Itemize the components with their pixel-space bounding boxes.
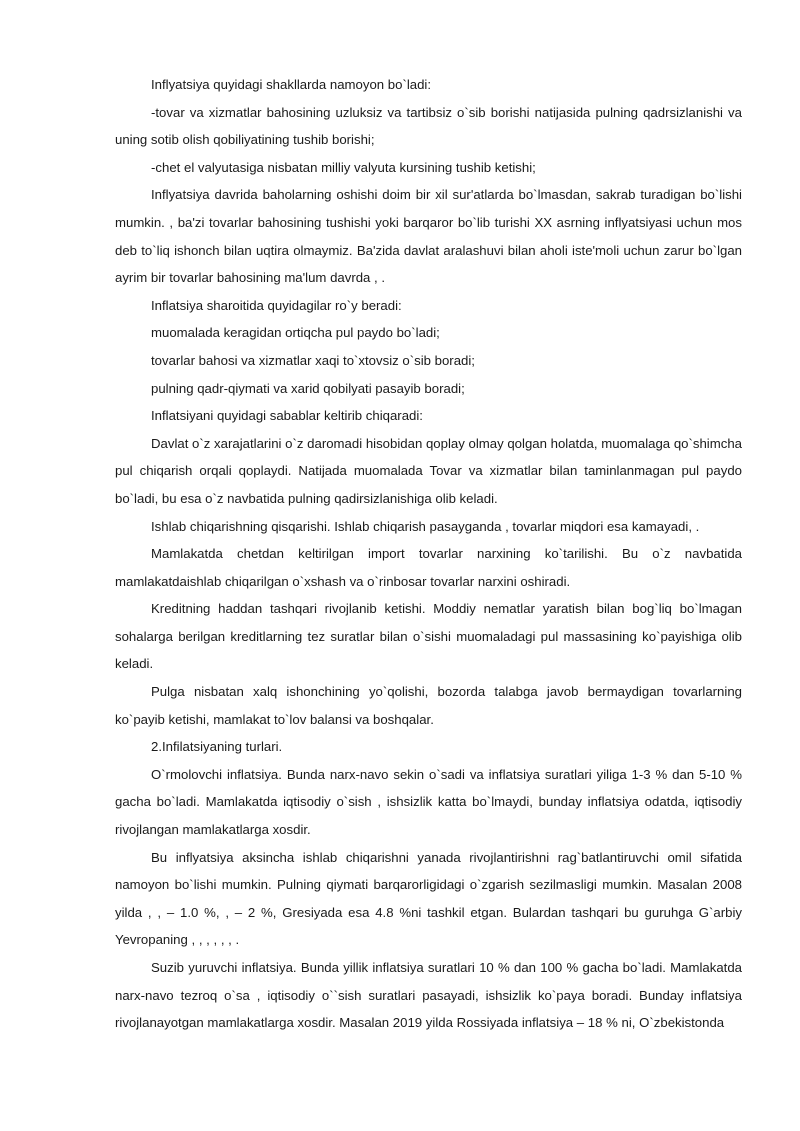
paragraph: Pulga nisbatan xalq ishonchining yo`qolishi, bozorda talabga javob bermaydigan tovarlarning ko`payib ketishi, mamlakat to`lov balansi va boshqalar. xyxy=(115,684,742,727)
paragraph: Suzib yuruvchi inflatsiya. Bunda yillik inflatsiya suratlari 10 % dan 100 % gacha bo`ladi. Mamlakatda narx-navo tezroq o`sa , iqtisodiy o``sish suratlari pasayadi, ishsizlik ko`paya boradi. Bunday inflatsiya rivojlanayotgan mamlakatlarga xosdir. Masalan 2019 yilda Rossiyada inflatsiya – 18 % ni, O`zbekistonda xyxy=(115,960,742,1031)
paragraph: Ishlab chiqarishning qisqarishi. Ishlab chiqarish pasayganda , tovarlar miqdori esa kamayadi, . xyxy=(151,518,700,534)
paragraph: Kreditning haddan tashqari rivojlanib ketishi. Moddiy nematlar yaratish bilan bog`liq bo`lmagan sohalarga berilgan kreditlarning tez suratlar bilan o`sishi muomaladagi pul massasining ko`payishiga olib keladi. xyxy=(115,601,742,672)
paragraph-list-item: -tovar va xizmatlar bahosining uzluksiz va tartibsiz o`sib borishi natijasida pulning qadrsizlanishi va uning sotib olish qobiliyatining tushib borishi; xyxy=(115,104,742,148)
paragraph: O`rmolovchi inflatsiya. Bunda narx-navo sekin o`sadi va inflatsiya suratlari yiliga 1-3 % dan 5-10 % gacha bo`ladi. Mamlakatda iqtisodiy o`sish , ishsizlik katta bo`lmaydi, bunday inflatsiya odatda, iqtisodiy rivojlangan mamlakatlarga xosdir. xyxy=(115,766,742,838)
paragraph-list-item: pulning qadr-qiymati va xarid qobilyati pasayib boradi; xyxy=(151,380,465,396)
paragraph: Davlat o`z xarajatlarini o`z daromadi hisobidan qoplay olmay qolgan holatda, muomalaga qo`shimcha pul chiqarish orqali qoplaydi. Natijada muomalada Tovar va xizmatlar bilan taminlanmagan pul paydo bo`ladi, bu esa o`z navbatida pulning qadirsizlanishiga olib keladi. xyxy=(115,435,742,506)
paragraph-heading: Inflatsiya sharoitida quyidagilar ro`y beradi: xyxy=(151,297,402,313)
paragraph-intro: Inflyatsiya quyidagi shakllarda namoyon bo`ladi: xyxy=(151,77,432,92)
section-heading: 2.Infilatsiyaning turlari. xyxy=(151,739,283,755)
paragraph-heading: Inflatsiyani quyidagi sabablar keltirib chiqaradi: xyxy=(151,408,423,424)
paragraph: Inflyatsiya davrida baholarning oshishi doim bir xil sur'atlarda bo`lmasdan, sakrab turadigan bo`lishi mumkin. , ba'zi tovarlar bahosining tushishi yoki barqaror bo`lib turishi XX asrning inflyatsiyasi uchun mos deb to`liq ishonch bilan uqtira olmaymiz. Ba'zida davlat aralashuvi bilan aholi iste'moli uchun zarur bo`lgan ayrim bir tovarlar bahosining ma'lum davrda , . xyxy=(115,187,742,286)
paragraph: Mamlakatda chetdan keltirilgan import tovarlar narxining ko`tarilishi. Bu o`z navbatida mamlakatdaishlab chiqarilgan o`xshash va o`rinbosar tovarlar narxini oshiradi. xyxy=(115,546,742,589)
paragraph-list-item: muomalada keragidan ortiqcha pul paydo bo`ladi; xyxy=(151,325,440,341)
document-body xyxy=(115,71,742,1037)
paragraph: Bu inflyatsiya aksincha ishlab chiqarishni yanada rivojlantirishni rag`batlantiruvchi omil sifatida namoyon bo`lishi mumkin. Pulning qiymati barqarorligidagi o`zgarish sezilmasligi mumkin. Masalan 2008 yilda , , – 1.0 %, , – 2 %, Gresiyada esa 4.8 %ni tashkil etgan. Bulardan tashqari bu guruhga G`arbiy Yevropaning , , , , , , . xyxy=(115,849,742,948)
paragraph-list-item: tovarlar bahosi va xizmatlar xaqi to`xtovsiz o`sib boradi; xyxy=(151,352,475,368)
paragraph-list-item: -chet el valyutasiga nisbatan milliy valyuta kursining tushib ketishi; xyxy=(151,159,536,175)
